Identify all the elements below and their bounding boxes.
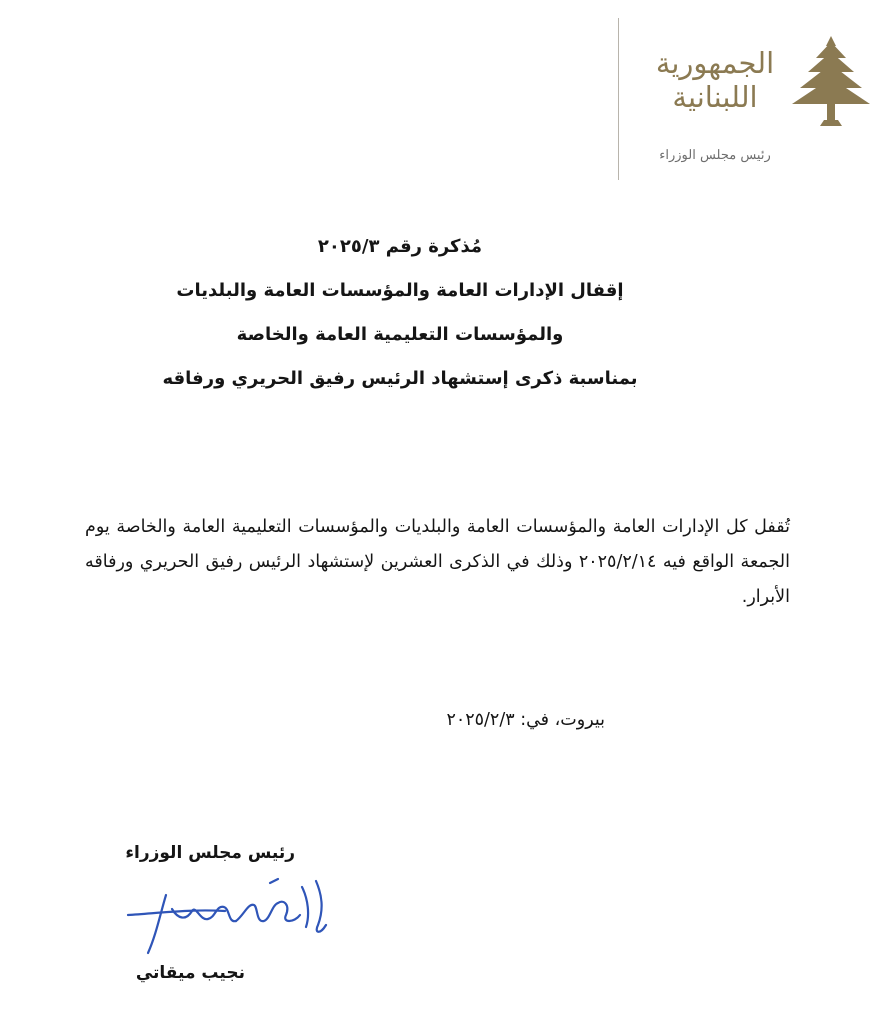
memo-subject-line-2: والمؤسسات التعليمية العامة والخاصة bbox=[236, 324, 564, 345]
letterhead bbox=[600, 18, 870, 183]
republic-line-1: الجمهورية bbox=[655, 46, 775, 80]
letterhead-divider bbox=[618, 18, 619, 180]
cedar-emblem-icon bbox=[788, 32, 874, 132]
republic-line-2: اللبنانية bbox=[672, 80, 758, 114]
memo-number: مُذكرة رقم ٢٠٢٥/٣ bbox=[317, 236, 483, 257]
memo-body: تُقفل كل الإدارات العامة والمؤسسات العامة والبلديات والمؤسسات التعليمية العامة والخاصة يوم الجمعة الواقع فيه ٢٠٢٥/٢/١٤ وذلك في الذكرى العشرين لإستشهاد الرئيس رفيق الحريري ورفاقه الأبرار. bbox=[85, 517, 790, 607]
republic-name bbox=[640, 46, 790, 114]
handwritten-signature bbox=[120, 875, 345, 960]
memo-heading bbox=[150, 225, 650, 401]
memo-subject-line-3: بمناسبة ذكرى إستشهاد الرئيس رفيق الحريري ورفاقه bbox=[162, 368, 638, 389]
signatory-name: نجيب ميقاتي bbox=[135, 963, 245, 983]
place-and-date: بيروت، في: ٢٠٢٥/٢/٣ bbox=[446, 710, 605, 730]
signatory-title: رئيس مجلس الوزراء bbox=[125, 843, 295, 863]
memo-subject-line-1: إقفال الإدارات العامة والمؤسسات العامة والبلديات bbox=[176, 280, 624, 301]
office-name: رئيس مجلس الوزراء bbox=[659, 148, 771, 163]
